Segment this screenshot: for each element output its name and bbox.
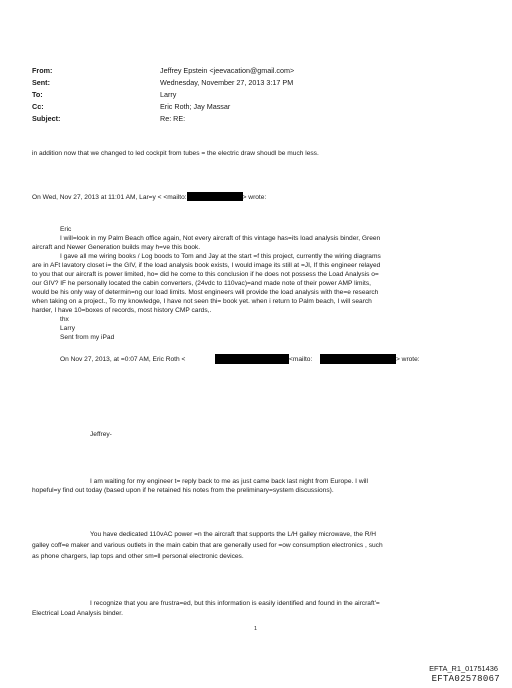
larry-line-8: when taking on a project., To my knowledge, I have not seen thi= book yet. when i return to Palm beach, I will search <box>32 298 372 305</box>
quote-header-1-pre: On Wed, Nov 27, 2013 at 11:01 AM, Lar=y < <mailto: <box>32 194 187 201</box>
para2-line-2: as phone chargers, lap tops and other sm=ll personal electronic devices. <box>32 553 244 560</box>
larry-line-0: Eric <box>60 226 72 233</box>
redaction-box <box>320 354 396 364</box>
subject-label: Subject: <box>32 114 61 123</box>
body-line-1: in addition now that we changed to led cockpit from tubes = the electric draw shoudl be much less. <box>32 150 319 157</box>
larry-line-6: our GIV? IF he personally located the cabin converters, (24vdc to 110vac)=and made note of their power AMP limits, <box>32 280 371 287</box>
para3-line-0: I recognize that you are frustra=ed, but this information is easily identified and found in the aircraft'= <box>90 600 380 607</box>
larry-line-3: I gave all me wiring books / Log boods to Tom and Jay at the start =f this project, currently the wiring diagrams <box>60 253 381 260</box>
to-value: Larry <box>160 90 177 99</box>
quote-header-2-post: > wrote: <box>396 356 420 363</box>
greeting: Jeffrey- <box>90 431 112 438</box>
signoff: Larry <box>60 325 76 332</box>
subject-value: Re: RE: <box>160 114 186 123</box>
sent-label: Sent: <box>32 78 50 87</box>
cc-label: Cc: <box>32 102 44 111</box>
larry-line-5: to you that our aircraft is power limited, ho= did he come to this conclusion if he does not possess the Load Analysis o= <box>32 271 379 278</box>
para2-line-1: galley coff=e maker and various outlets in the main cabin that are generally used for =ow consumption electronics , such <box>32 542 383 549</box>
para2-line-0: You have dedicated 110vAC power =n the aircraft that supports the L/H galley microwave, the R/H <box>90 531 377 538</box>
larry-line-4: are in AFt lavatory closet i= the GIV, if the load analysis book exists, I would image its still at =JI, If this engineer relayed <box>32 262 381 269</box>
quote-header-2-mid: <mailto: <box>289 356 313 363</box>
quote-header-1-post: > wrote: <box>242 194 267 201</box>
thx: thx <box>60 316 69 323</box>
from-label: From: <box>32 66 53 75</box>
sent-value: Wednesday, November 27, 2013 3:17 PM <box>160 78 294 87</box>
para1-line-1: hopeful=y find out today (based upon if he retained his notes from the preliminary=system discussions). <box>32 487 334 494</box>
quote-header-2-pre: On Nov 27, 2013, at =0:07 AM, Eric Roth < <box>60 356 186 363</box>
redaction-box <box>187 192 243 201</box>
larry-line-1: I will=look in my Palm Beach office again, Not every aircraft of this vintage has=its load analysis binder, Green <box>60 235 381 242</box>
redaction-box <box>215 354 289 364</box>
to-label: To: <box>32 90 43 99</box>
footer-id-1: EFTA_R1_01751436 <box>429 664 498 673</box>
footer-id-2: EFTA02578067 <box>431 674 500 684</box>
cc-value: Eric Roth; Jay Massar <box>160 102 231 111</box>
quote-header-1 <box>32 192 266 202</box>
para1-line-0: I am waiting for my engineer t= reply back to me as just came back last night from Europe. I will <box>90 478 368 485</box>
page-number: 1 <box>254 626 258 632</box>
larry-line-7: would be his only way of determin=ng our load limits. Most engineers will provide the load analysis with the=e research <box>32 289 379 296</box>
sent-from: Sent from my iPad <box>60 334 115 341</box>
from-value: Jeffrey Epstein <jeevacation@gmail.com> <box>160 66 295 75</box>
larry-line-9: harder, I have 10=boxes of records, most history CMP cards,. <box>32 307 212 314</box>
para3-line-1: Electrical Load Analysis binder. <box>32 610 123 617</box>
larry-line-2: aircraft and Newer Generation builds may h=ve this book. <box>32 244 201 251</box>
